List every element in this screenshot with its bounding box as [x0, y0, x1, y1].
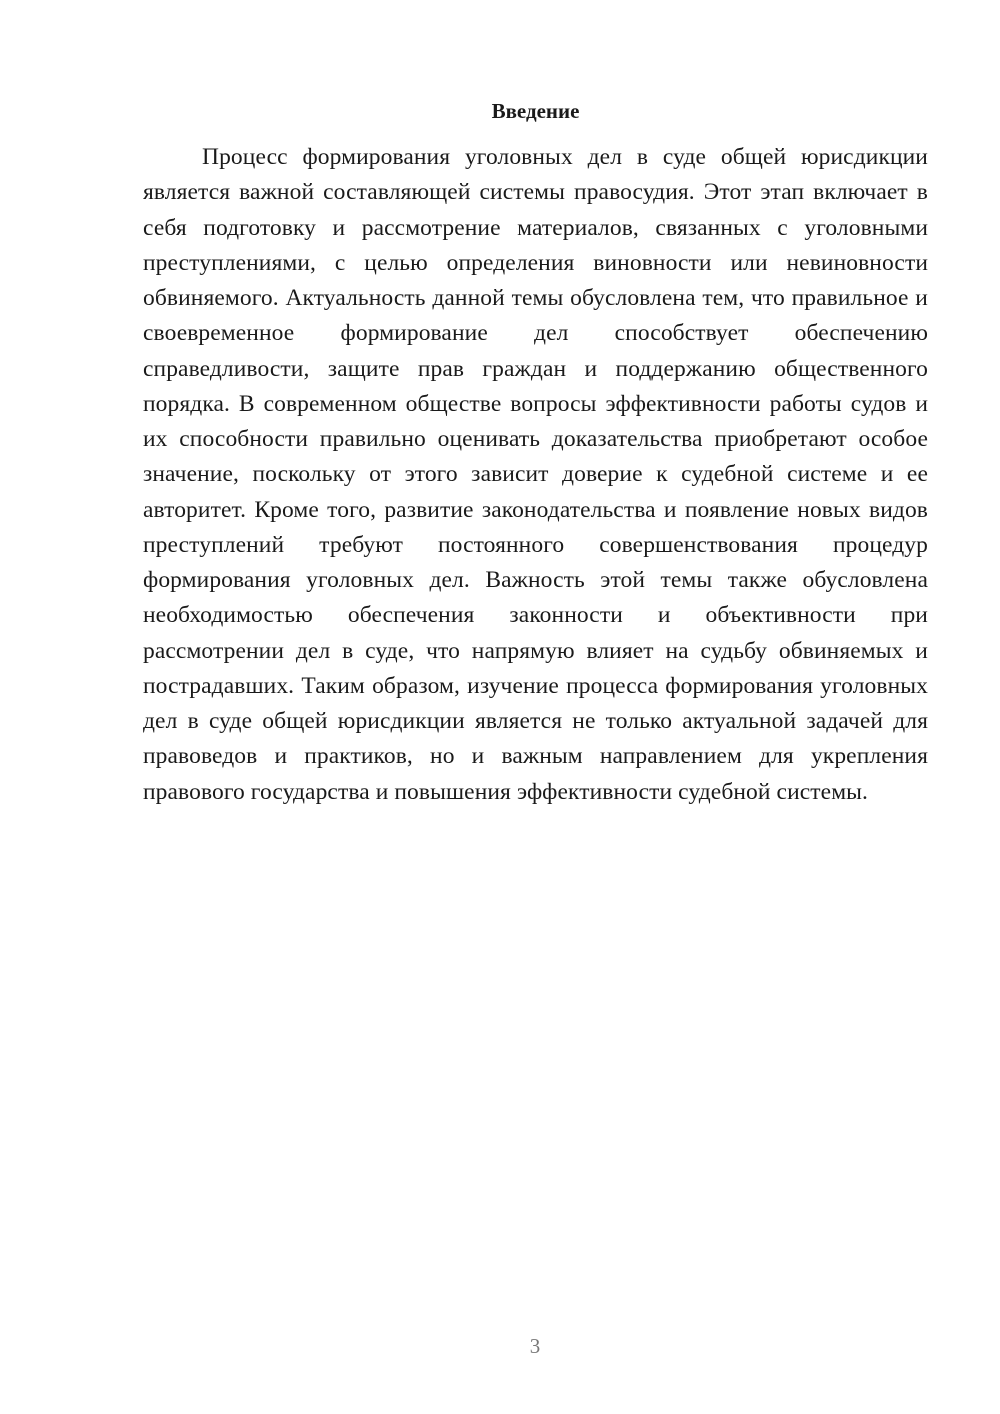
page-number: 3 — [529, 1334, 541, 1358]
body-paragraph: Процесс формирования уголовных дел в суде общей юрисдикции является важной составляющей системы правосудия. Этот этап включает в себя подготовку и рассмотрение материалов, связанных с уголовными преступлениями, с целью определения виновности или невиновности обвиняемого. Актуальность данной темы обусловлена тем, что правильное и своевременное формирование дел способствует обеспечению справедливости, защите прав граждан и поддержанию общественного порядка. В современном обществе вопросы эффективности работы судов и их способности правильно оценивать доказательства приобретают особое значение, поскольку от этого зависит доверие к судебной системе и ее авторитет. Кроме того, развитие законодательства и появление новых видов преступлений требуют постоянного совершенствования процедур формирования уголовных дел. Важность этой темы также обусловлена необходимостью обеспечения законности и объективности при рассмотрении дел в суде, что напрямую влияет на судьбу обвиняемых и пострадавших. Таким образом, изучение процесса формирования уголовных дел в суде общей юрисдикции является не только актуальной задачей для правоведов и практиков, но и важным направлением для укрепления правового государства и повышения эффективности судебной системы. — [143, 144, 928, 805]
section-heading: Введение — [491, 99, 580, 123]
